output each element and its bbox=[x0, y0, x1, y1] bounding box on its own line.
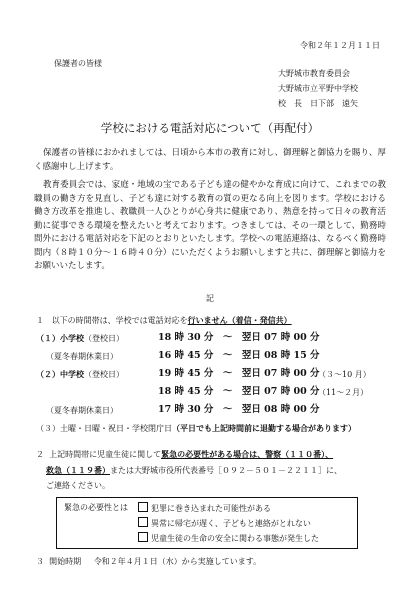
section1-line bbox=[36, 315, 292, 326]
checkbox-icon bbox=[138, 532, 148, 542]
emergency-check-1: 犯罪に巻き込まれた可能性がある bbox=[138, 502, 271, 514]
row-junior-holiday-time: 17 時 30 分 ～ 翌日 08 時 00 分 bbox=[158, 404, 320, 415]
recipient: 保護者の皆様 bbox=[54, 59, 102, 68]
section2-line2: 救急（１１９番）または大野城市役所代表番号［０９２－５０１－２２１１］に、 bbox=[46, 465, 342, 475]
row-junior-label: （２）中学校（登校日） bbox=[36, 369, 124, 379]
document-date: 令和２年１２月１１日 bbox=[300, 41, 380, 50]
row-junior-note-2: （11～２月） bbox=[318, 388, 369, 397]
section2-line1: ２ 上記時間帯に児童生徒に関して緊急の必要性がある場合は、警察（１１０番）、 bbox=[36, 449, 334, 459]
row-junior-time-1: 19 時 45 分 ～ 翌日 07 時 00 分 bbox=[158, 368, 320, 379]
section1-number: １ bbox=[36, 316, 44, 325]
row-junior-time-2: 18 時 45 分 ～ 翌日 07 時 00 分 bbox=[158, 386, 320, 397]
body-paragraph: 教育委員会では、家庭・地域の宝である子ども達の健やかな育成に向けて、これまでの教職員の働き方を見直し、子ども達に対する教育の質の更なる向上を図ります。学校における働き方改革を推進し、教職員一人ひとりが心身共に健康であり、熱意を持って日々の教育活動に従事できる環境を整えたいと考えております。つきましては、その一環として、勤務時間外における電話対応を下記のとおりといたします。学校への電話連絡は、なるべく勤務時間内（８時１０分～１６時４０分）にいただくようお願いしますと共に、御理解と御協力をお願いいたします。 bbox=[34, 180, 386, 271]
section1-emphasis: 行いません（着信・発信共） bbox=[187, 315, 292, 325]
emergency-check-3: 児童生徒の生命の安全に関わる事態が発生した bbox=[138, 532, 319, 544]
sender-board: 大野城市教育委員会 bbox=[278, 69, 350, 78]
ki-heading: 記 bbox=[206, 294, 214, 303]
section2-line3: ご連絡ください。 bbox=[46, 481, 110, 490]
document-title: 学校における電話対応について（再配付） bbox=[100, 121, 320, 135]
row-weekend: （３）土曜・日曜・祝日・学校閉庁日（平日でも上記時間前に退勤する場合があります） bbox=[36, 423, 356, 433]
section1-text: 以下の時間帯は、学校では電話対応を bbox=[51, 316, 188, 325]
row-elementary-label: （１）小学校（登校日） bbox=[36, 333, 124, 343]
emergency-box-label: 緊急の必要性とは bbox=[64, 503, 128, 512]
section3-line: ３ 開始時期 令和２年４月１日（水）から実施しています。 bbox=[36, 557, 262, 566]
row-elementary-holiday-time: 16 時 45 分 ～ 翌日 08 時 15 分 bbox=[158, 350, 320, 361]
sender-principal: 校 長 日下部 遠矢 bbox=[278, 99, 358, 108]
intro-paragraph: 保護者の皆様におかれましては、日頃から本市の教育に対し、御理解と御協力を賜り、厚く感謝申し上げます。 bbox=[34, 148, 386, 172]
row-junior-note-1: （３～10 月） bbox=[318, 370, 371, 379]
checkbox-icon bbox=[138, 517, 148, 527]
sender-school: 大野城市立平野中学校 bbox=[278, 84, 358, 93]
row-elementary-time: 18 時 30 分 ～ 翌日 07 時 00 分 bbox=[158, 332, 320, 343]
emergency-check-2: 異常に帰宅が遅く、子どもと連絡がとれない bbox=[138, 517, 311, 529]
row-junior-holiday-label: （夏冬春期休業日） bbox=[46, 406, 118, 415]
checkbox-icon bbox=[138, 502, 148, 512]
row-elementary-holiday-label: （夏冬春期休業日） bbox=[46, 352, 118, 361]
